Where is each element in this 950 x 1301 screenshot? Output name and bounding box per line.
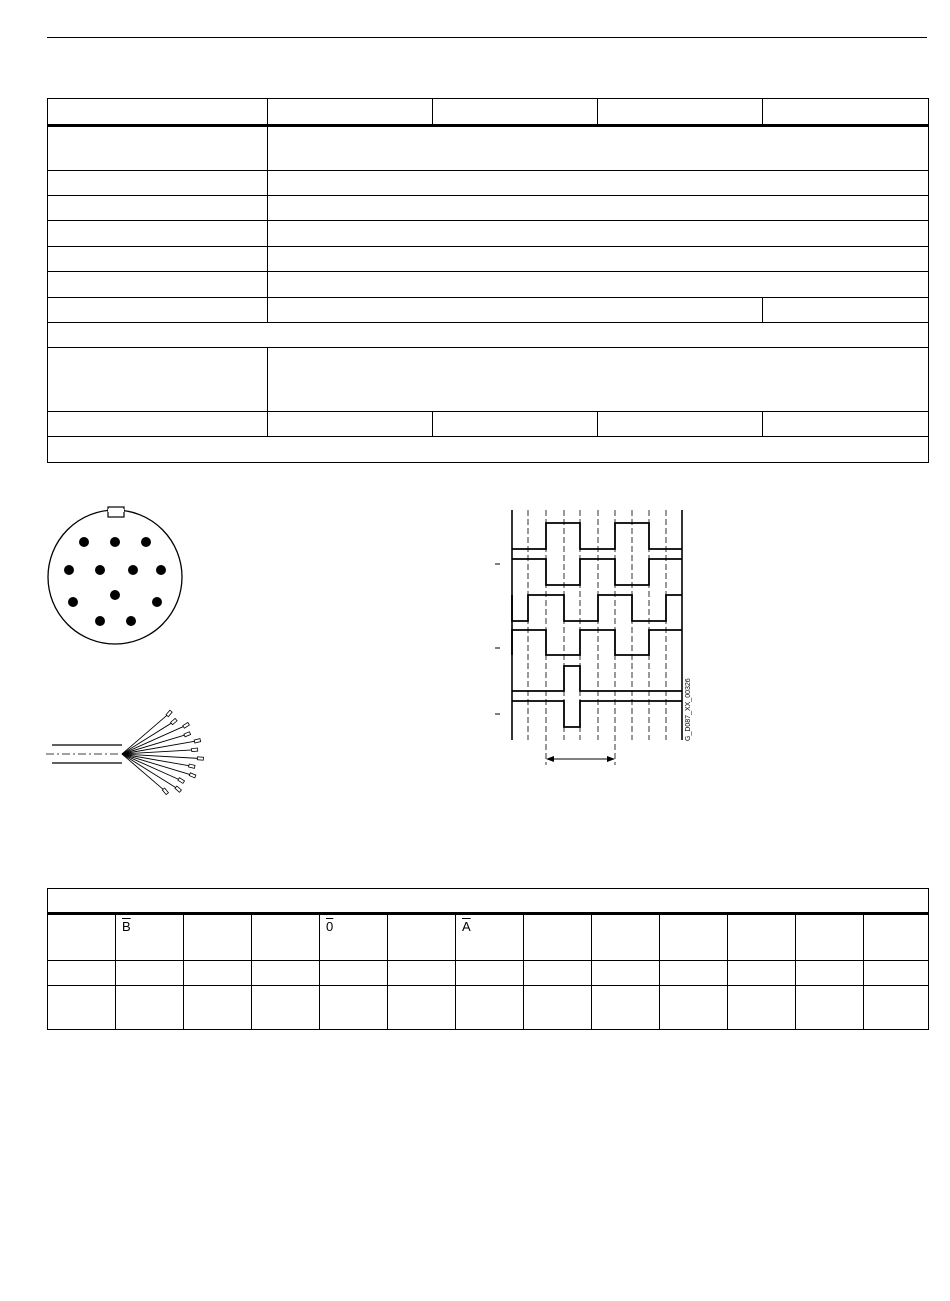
wire [122, 725, 186, 754]
spec-row [48, 126, 929, 171]
wire-end-ferrule [166, 710, 172, 717]
spec-row [48, 247, 929, 272]
pin-table-title-row [48, 889, 929, 914]
signal-cell [48, 914, 116, 961]
pin-cell [320, 961, 388, 986]
signal-a-inverted-label: $\overline{A}$ [462, 919, 471, 934]
wire-end-ferrule [197, 757, 203, 760]
pin-cell [796, 961, 864, 986]
spec-label-cell [48, 412, 268, 437]
connector-pin [152, 597, 162, 607]
spec-label-cell [48, 272, 268, 298]
wire-cell [864, 986, 929, 1030]
signal-cell [456, 914, 524, 961]
signal-0-inverted-label: 0 [326, 919, 334, 934]
wire-cell [456, 986, 524, 1030]
spec-header-cell [268, 99, 433, 126]
spec-header-cell [598, 99, 763, 126]
wire [122, 754, 165, 791]
spec-header-cell [48, 99, 268, 126]
wire-end-ferrule [178, 778, 185, 784]
connector-pin [141, 537, 151, 547]
spec-value-cell [763, 412, 929, 437]
spec-row [48, 272, 929, 298]
signal-cell [864, 914, 929, 961]
spec-value-cell [433, 412, 598, 437]
spec-label-cell [48, 196, 268, 221]
wire-bundle [122, 710, 204, 794]
spec-section-cell [48, 323, 929, 348]
wire [122, 754, 181, 781]
wire-end-ferrule [162, 788, 168, 795]
connector-pin [156, 565, 166, 575]
spec-value-cell [268, 221, 929, 247]
signal-cell [184, 914, 252, 961]
header-rule [47, 37, 927, 38]
connector-pin [64, 565, 74, 575]
connector-pin [95, 616, 105, 626]
spec-value-cell [763, 298, 929, 323]
wire-end-ferrule [194, 739, 201, 743]
wire-cell [388, 986, 456, 1030]
connector-pin [128, 565, 138, 575]
wire-end-ferrule [171, 718, 177, 724]
wire-cell [660, 986, 728, 1030]
cable-open-ends-drawing [44, 700, 214, 815]
pin-cell [456, 961, 524, 986]
wire-end-ferrule [183, 722, 190, 728]
pin-assignment-table [47, 888, 929, 1030]
wire-cell [728, 986, 796, 1030]
wire-end-ferrule [189, 773, 196, 778]
signal-cell [660, 914, 728, 961]
wire-cell [116, 986, 184, 1030]
spec-header-cell [763, 99, 929, 126]
wire-color-row [48, 986, 929, 1030]
spec-value-cell [268, 298, 763, 323]
signal-cell [592, 914, 660, 961]
pin-cell [524, 961, 592, 986]
connector-pin [110, 537, 120, 547]
wire-cell [48, 986, 116, 1030]
signal-cell [524, 914, 592, 961]
pin-cell [592, 961, 660, 986]
signal-b-inverted-label: $\overline{B}$ [122, 919, 131, 934]
connector-pin [68, 597, 78, 607]
pin-cell [660, 961, 728, 986]
specification-table [47, 98, 929, 463]
signal-cell [320, 914, 388, 961]
connector-pinout-drawing [40, 505, 190, 650]
spec-header-cell [433, 99, 598, 126]
wire-cell [252, 986, 320, 1030]
pin-cell [184, 961, 252, 986]
wire-cell [184, 986, 252, 1030]
spec-row [48, 298, 929, 323]
spec-label-cell [48, 126, 268, 171]
pin-cell [48, 961, 116, 986]
signal-row [48, 914, 929, 961]
spec-label-cell [48, 171, 268, 196]
spec-row [48, 412, 929, 437]
pin-cell [388, 961, 456, 986]
signal-cell [252, 914, 320, 961]
spec-label-cell [48, 348, 268, 412]
signal-cell [728, 914, 796, 961]
spec-value-cell [268, 272, 929, 298]
figure-code-label: G_D087_XX_00326 [685, 678, 692, 741]
pin-cell [728, 961, 796, 986]
wire-end-ferrule [189, 764, 196, 768]
pin-cell [864, 961, 929, 986]
pin-number-row [48, 961, 929, 986]
spec-value-cell [268, 348, 929, 412]
spec-value-cell [268, 196, 929, 221]
pin-table-title-cell [48, 889, 929, 914]
connector-pin [79, 537, 89, 547]
pin-cell [116, 961, 184, 986]
signal-cell [116, 914, 184, 961]
spec-footnote-cell [48, 437, 929, 463]
spec-section-row [48, 323, 929, 348]
spec-row [48, 348, 929, 412]
spec-label-cell [48, 221, 268, 247]
wire-cell [320, 986, 388, 1030]
spec-footnote-row [48, 437, 929, 463]
pin-cell [252, 961, 320, 986]
spec-value-cell [268, 412, 433, 437]
signal-timing-diagram [488, 505, 708, 775]
spec-value-cell [268, 247, 929, 272]
wire-end-ferrule [192, 748, 198, 751]
spec-value-cell [268, 126, 929, 171]
spec-row [48, 196, 929, 221]
spec-header-row [48, 99, 929, 126]
connector-pin [126, 616, 136, 626]
wire-cell [524, 986, 592, 1030]
wire-cell [592, 986, 660, 1030]
signal-cell [796, 914, 864, 961]
wire-cell [796, 986, 864, 1030]
wire [122, 713, 169, 754]
wire-end-ferrule [184, 732, 191, 737]
spec-value-cell [268, 171, 929, 196]
connector-pin [95, 565, 105, 575]
spec-value-cell [598, 412, 763, 437]
spec-row [48, 171, 929, 196]
spec-row [48, 221, 929, 247]
spec-label-cell [48, 298, 268, 323]
signal-cell [388, 914, 456, 961]
wire-end-ferrule [175, 786, 181, 792]
connector-pin [110, 590, 120, 600]
spec-label-cell [48, 247, 268, 272]
